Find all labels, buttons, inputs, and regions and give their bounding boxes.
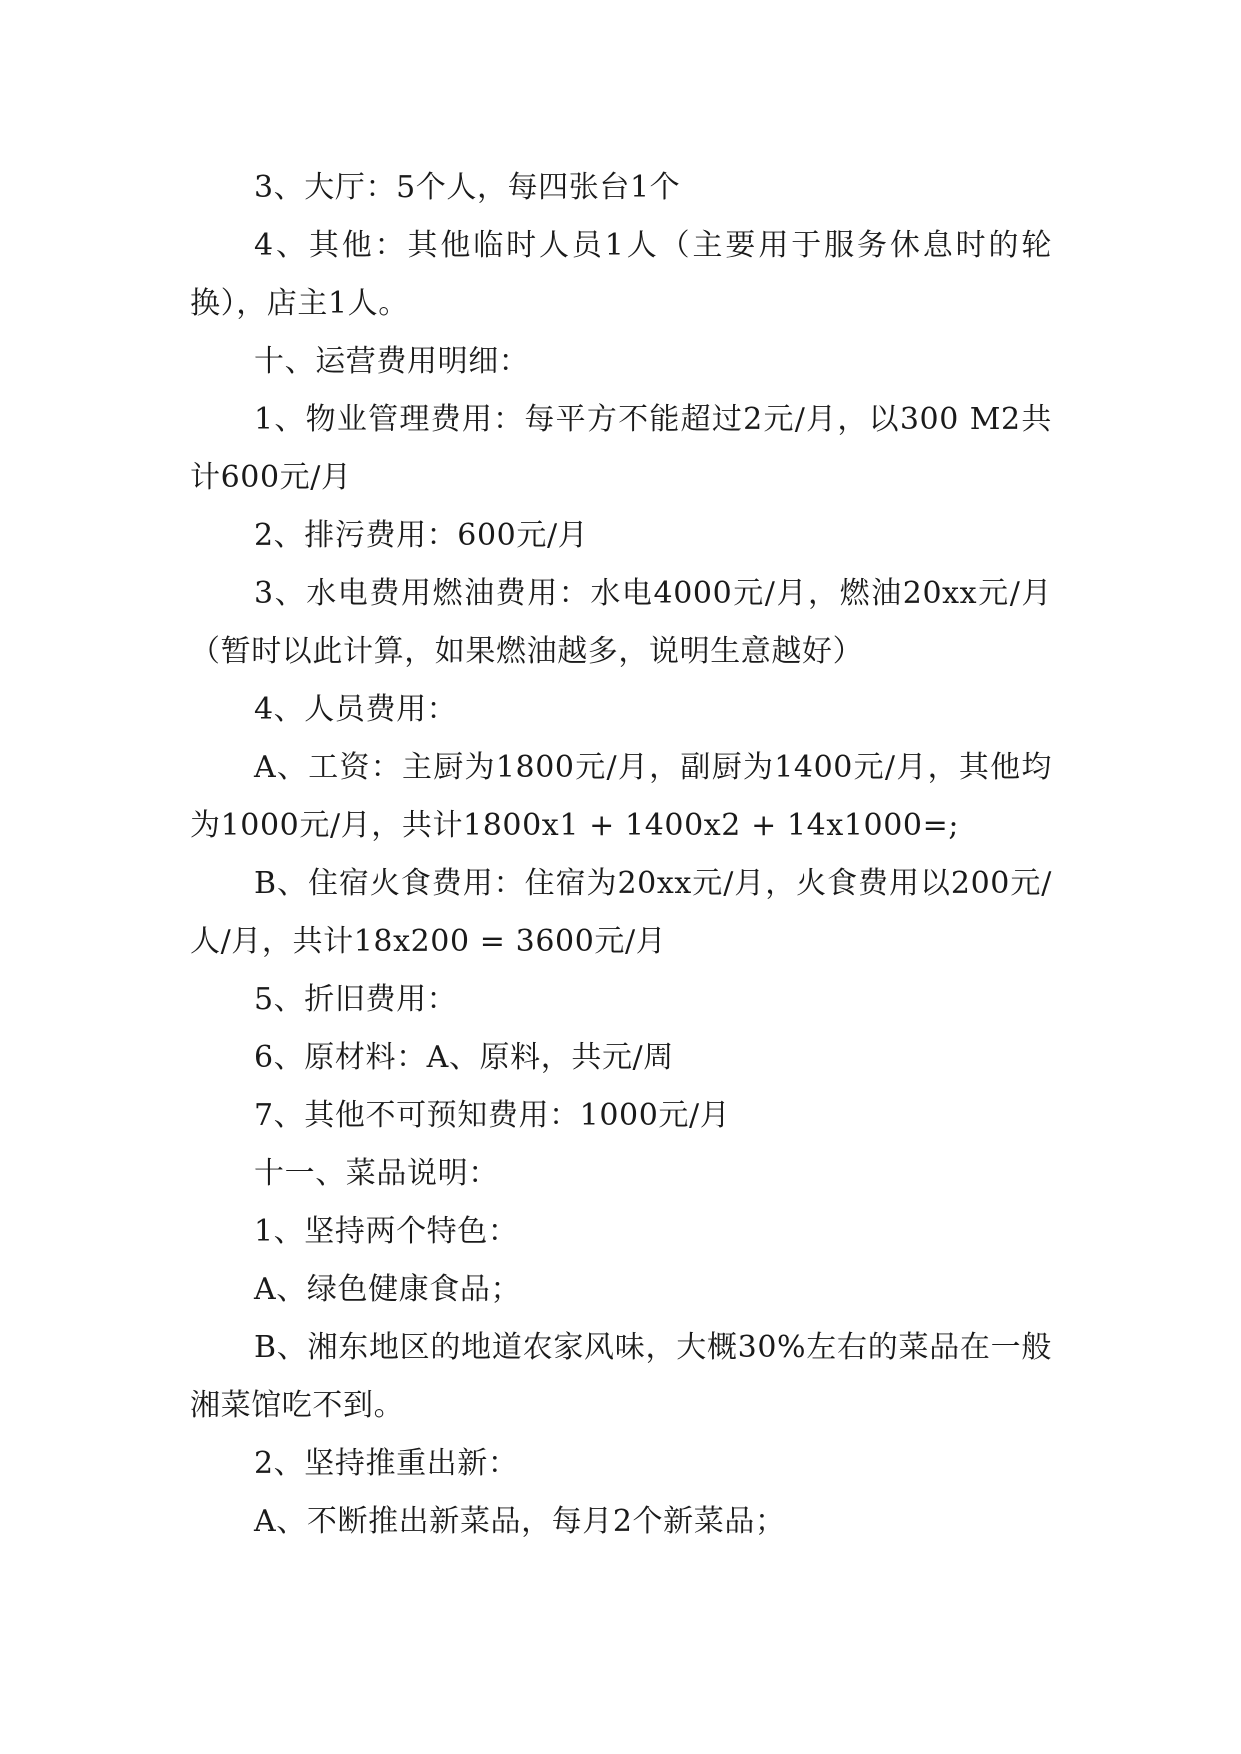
section-heading: 十、运营费用明细：: [254, 344, 530, 379]
paragraph: 6、原材料：A、原料，共元/周: [254, 1040, 674, 1075]
paragraph: B、住宿火食费用：住宿为20xx元/月，火食费用以200元/人/月，共计18x200 = 3600元/月: [190, 866, 1052, 959]
paragraph: A、绿色健康食品；: [254, 1272, 522, 1307]
paragraph: 4、其他：其他临时人员1人（主要用于服务休息时的轮换），店主1人。: [190, 228, 1052, 321]
paragraph: 2、排污费用：600元/月: [254, 518, 589, 553]
paragraph: A、不断推出新菜品，每月2个新菜品；: [254, 1504, 786, 1539]
paragraph: 1、坚持两个特色：: [254, 1214, 519, 1249]
paragraph: 5、折旧费用：: [254, 982, 458, 1017]
paragraph: 7、其他不可预知费用：1000元/月: [254, 1098, 731, 1133]
paragraph: B、湘东地区的地道农家风味，大概30%左右的菜品在一般湘菜馆吃不到。: [190, 1330, 1052, 1423]
paragraph: 3、大厅：5个人，每四张台1个: [254, 170, 681, 205]
paragraph: 2、坚持推重出新：: [254, 1446, 519, 1481]
document-body: [190, 159, 1052, 1551]
paragraph: A、工资：主厨为1800元/月，副厨为1400元/月，其他均为1000元/月，共计1800x1 + 1400x2 + 14x1000=;: [190, 750, 1052, 843]
section-heading: 十一、菜品说明：: [254, 1156, 499, 1191]
paragraph: 4、人员费用：: [254, 692, 458, 727]
paragraph: 1、物业管理费用：每平方不能超过2元/月，以300 M2共计600元/月: [190, 402, 1052, 495]
paragraph: 3、水电费用燃油费用：水电4000元/月，燃油20xx元/月（暂时以此计算，如果燃油越多，说明生意越好）: [190, 576, 1052, 669]
